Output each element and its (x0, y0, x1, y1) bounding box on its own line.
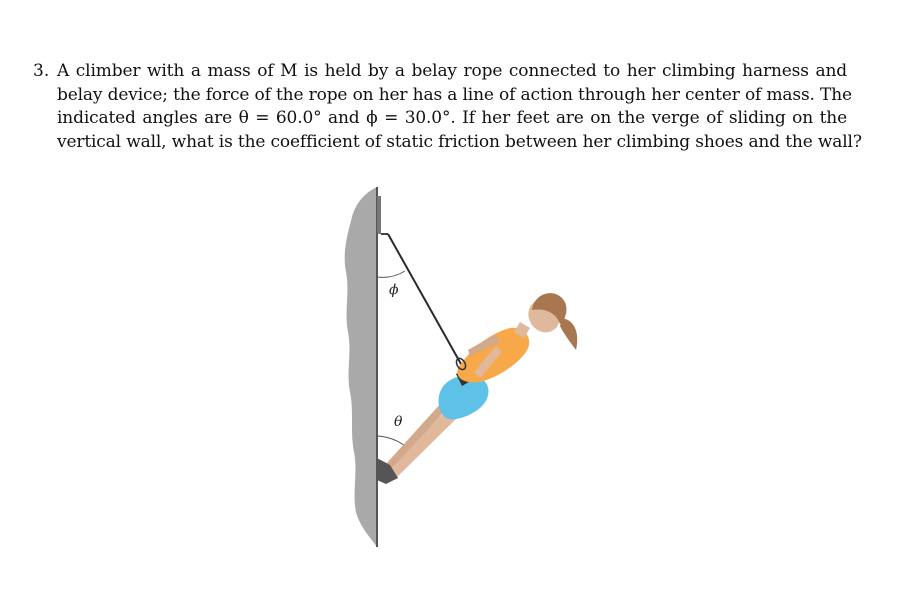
problem-line-3: indicated angles are θ = 60.0° and ϕ = 30.0°. If her feet are on the verge of sliding on the (57, 108, 847, 128)
problem-text (57, 60, 862, 154)
wall (345, 187, 377, 547)
climber-figure (330, 182, 590, 552)
problem-number: 3. (33, 61, 50, 81)
problem-line-1: A climber with a mass of M is held by a belay rope connected to her climbing harness and (57, 61, 847, 81)
belay-rope (388, 234, 461, 364)
theta-label: θ (394, 414, 403, 430)
climber-ponytail (560, 318, 577, 350)
climber (377, 293, 577, 484)
climber-diagram (330, 182, 590, 552)
problem-line-4: vertical wall, what is the coefficient of static friction between her climbing shoes and the wall? (57, 131, 862, 152)
phi-label: ϕ (389, 282, 399, 298)
phi-angle-arc (377, 271, 405, 277)
climber-leg-back (386, 402, 448, 470)
belay-anchor (377, 196, 381, 234)
problem-line-2: belay device; the force of the rope on her has a line of action through her center of mass. The (57, 84, 852, 105)
